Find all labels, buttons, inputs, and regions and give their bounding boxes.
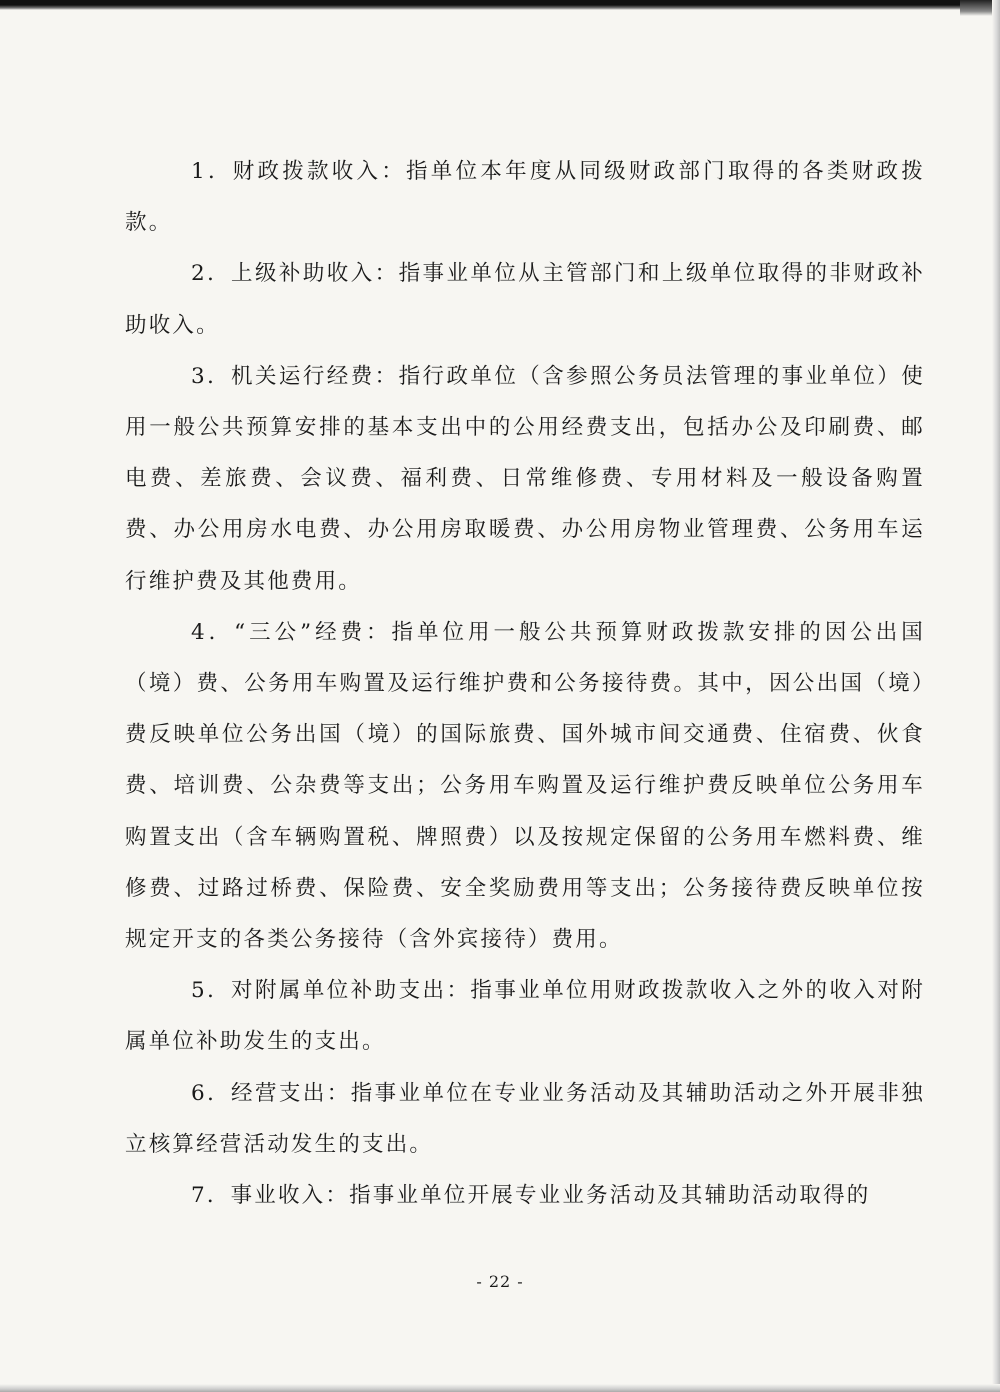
page-number: - 22 - xyxy=(476,1272,524,1291)
paragraph-item-4: 4．“三公”经费：指单位用一般公共预算财政拨款安排的因公出国（境）费、公务用车购置及运行维护费和公务接待费。其中，因公出国（境）费反映单位公务出国（境）的国际旅费、国外城市间交通费、住宿费、伙食费、培训费、公杂费等支出；公务用车购置及运行维护费反映单位公务用车购置支出（含车辆购置税、牌照费）以及按规定保留的公务用车燃料费、维修费、过路过桥费、保险费、安全奖励费用等支出；公务接待费反映单位按规定开支的各类公务接待（含外宾接待）费用。 xyxy=(125,619,925,953)
paragraph-item-3: 3．机关运行经费：指行政单位（含参照公务员法管理的事业单位）使用一般公共预算安排的基本支出中的公用经费支出，包括办公及印刷费、邮电费、差旅费、会议费、福利费、日常维修费、专用材料及一般设备购置费、办公用房水电费、办公用房取暖费、办公用房物业管理费、公务用车运行维护费及其他费用。 xyxy=(125,363,925,594)
scan-bottom-edge xyxy=(0,1384,1000,1392)
paragraph-item-7: 7．事业收入：指事业单位开展专业业务活动及其辅助活动取得的 xyxy=(191,1183,871,1209)
paragraph-item-1: 1．财政拨款收入：指单位本年度从同级财政部门取得的各类财政拨款。 xyxy=(125,159,925,236)
paragraph-item-2: 2．上级补助收入：指事业单位从主管部门和上级单位取得的非财政补助收入。 xyxy=(125,261,925,338)
scan-right-edge xyxy=(992,0,1000,1392)
paragraph-item-5: 5．对附属单位补助支出：指事业单位用财政拨款收入之外的收入对附属单位补助发生的支出。 xyxy=(125,978,925,1055)
paragraph-item-6: 6．经营支出：指事业单位在专业业务活动及其辅助活动之外开展非独立核算经营活动发生的支出。 xyxy=(125,1080,925,1157)
page-body xyxy=(125,146,925,1221)
scan-top-edge xyxy=(0,0,1000,10)
